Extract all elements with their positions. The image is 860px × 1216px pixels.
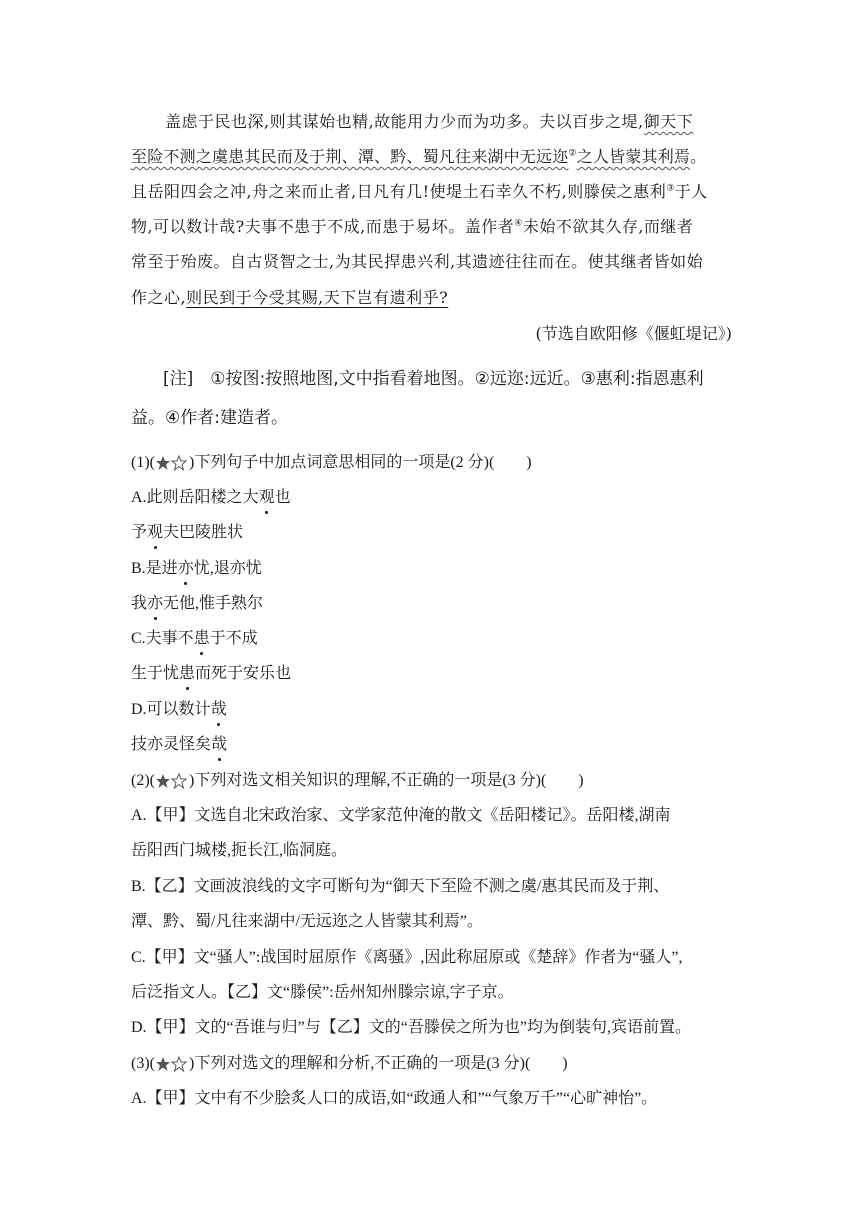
question-text: )下列对选文的理解和分析,不正确的一项是(3 分)( )	[188, 1055, 568, 1072]
passage-line-5	[131, 251, 731, 273]
passage-text: 未始不欲其久存,而继者	[522, 217, 694, 236]
option-text: 于不成	[209, 630, 258, 647]
q2-option-c-line-1: C.【甲】文“骚人”:战国时屈原作《离骚》,因此称屈原或《楚辞》作者为“骚人”,	[131, 949, 683, 966]
footnote-marker: ③	[666, 183, 675, 194]
q1-option-a-line-1	[131, 487, 291, 509]
passage-text: 作之心,	[131, 288, 187, 307]
q2-option-b-line-1: B.【乙】文画波浪线的文字可断句为“御天下至险不测之虞/惠其民而及于荆、	[131, 878, 670, 895]
passage-text: 于人	[674, 182, 708, 201]
passage-text: 物,可以数计哉?夫事不患于不成,而患于易坏。盖作者	[131, 217, 515, 236]
dotted-word: 亦	[147, 593, 163, 615]
footnote-marker: ②	[568, 148, 577, 159]
q2-option-d-line-1: D.【甲】文的“吾谁与归”与【乙】文的“吾滕侯之所为也”均为倒装句,宾语前置。	[131, 1019, 691, 1036]
question-2-stem	[131, 770, 584, 792]
passage-source: (节选自欧阳修《偃虹堤记》)	[535, 324, 732, 343]
option-text: A.此则岳阳楼之大	[131, 489, 259, 506]
q1-option-b-line-2	[131, 593, 263, 615]
option-text: C.夫事不	[131, 630, 194, 647]
passage-line-2	[131, 146, 731, 168]
question-number: (1)(	[131, 454, 155, 471]
underlined-text: 则民到于今受其赐,天下岂有遗利乎?	[186, 288, 449, 307]
option-text: B.是进	[131, 560, 178, 577]
question-number: (3)(	[131, 1055, 155, 1072]
footnote-marker: ④	[514, 218, 523, 229]
difficulty-stars-icon	[155, 1056, 189, 1072]
dotted-word: 哉	[211, 699, 227, 721]
q2-option-c-line-2: 后泛指文人。【乙】文“滕侯”:岳州知州滕宗谅,字子京。	[131, 984, 514, 1001]
passage-text: 且岳阳四会之冲,舟之来而止者,日凡有几!使堤土石幸久不朽,则滕侯之惠利	[131, 182, 667, 201]
passage-line-1	[165, 111, 765, 133]
note-line-2: 益。④作者:建造者。	[131, 408, 288, 428]
question-number: (2)(	[131, 772, 155, 789]
dotted-word: 患	[179, 663, 195, 685]
option-text: D.可以数计	[131, 701, 211, 718]
option-text: 忧,退亦忧	[193, 560, 262, 577]
q1-option-c-line-2	[131, 663, 291, 685]
question-text: )下列对选文相关知识的理解,不正确的一项是(3 分)( )	[188, 772, 584, 789]
passage-line-3	[131, 181, 731, 203]
dotted-word: 观	[147, 522, 163, 544]
passage-text: 盖虑于民也深,则其谋始也精,故能用力少而为功多。夫以百步之堤,	[165, 112, 644, 131]
question-3-stem	[131, 1053, 568, 1075]
passage-text: 。	[690, 147, 707, 166]
option-text: 无他,惟手熟尔	[163, 595, 264, 612]
q2-option-a-line-2: 岳阳西门城楼,扼长江,临洞庭。	[131, 842, 348, 859]
q2-option-a-line-1: A.【甲】文选自北宋政治家、文学家范仲淹的散文《岳阳楼记》。岳阳楼,湖南	[131, 807, 671, 824]
dotted-word: 哉	[211, 734, 227, 756]
q1-option-d-line-1	[131, 699, 227, 721]
dotted-word: 亦	[178, 558, 194, 580]
dotted-word: 观	[259, 487, 275, 509]
note-line-1: [注] ①按图:按照地图,文中指看着地图。②远迩:远近。③惠利:指恩惠利	[163, 369, 704, 389]
wavy-underlined-text: 之人皆蒙其利焉	[576, 147, 691, 166]
q1-option-b-line-1	[131, 558, 262, 580]
q1-option-d-line-2	[131, 734, 227, 756]
option-text: 夫巴陵胜状	[163, 524, 244, 541]
question-text: )下列句子中加点词意思相同的一项是(2 分)( )	[188, 454, 532, 471]
q1-option-c-line-1	[131, 628, 258, 650]
passage-text: 常至于殆废。自古贤智之士,为其民捍患兴利,其遗迹往往而在。使其继者皆如始	[131, 252, 704, 271]
option-text: 技亦灵怪矣	[131, 736, 212, 753]
option-text: 也	[274, 489, 291, 506]
passage-line-4	[131, 216, 731, 238]
passage-line-6	[131, 287, 731, 309]
option-text: 我	[131, 595, 148, 612]
q2-option-b-line-2: 潭、黔、蜀/凡往来湖中/无远迩之人皆蒙其利焉”。	[131, 913, 483, 930]
option-text: 而死于安乐也	[195, 665, 292, 682]
dotted-word: 患	[194, 628, 210, 650]
difficulty-stars-icon	[155, 455, 189, 471]
difficulty-stars-icon	[155, 773, 189, 789]
question-1-stem	[131, 452, 532, 474]
q3-option-a-line-1: A.【甲】文中有不少脍炙人口的成语,如“政通人和”“气象万千”“心旷神怡”。	[131, 1090, 658, 1107]
option-text: 生于忧	[131, 665, 180, 682]
q1-option-a-line-2	[131, 522, 243, 544]
wavy-underlined-text: 至险不测之虞患其民而及于荆、潭、黔、蜀凡往来湖中无远迩	[131, 147, 569, 166]
wavy-underlined-text: 御天下	[643, 112, 694, 131]
option-text: 予	[131, 524, 148, 541]
